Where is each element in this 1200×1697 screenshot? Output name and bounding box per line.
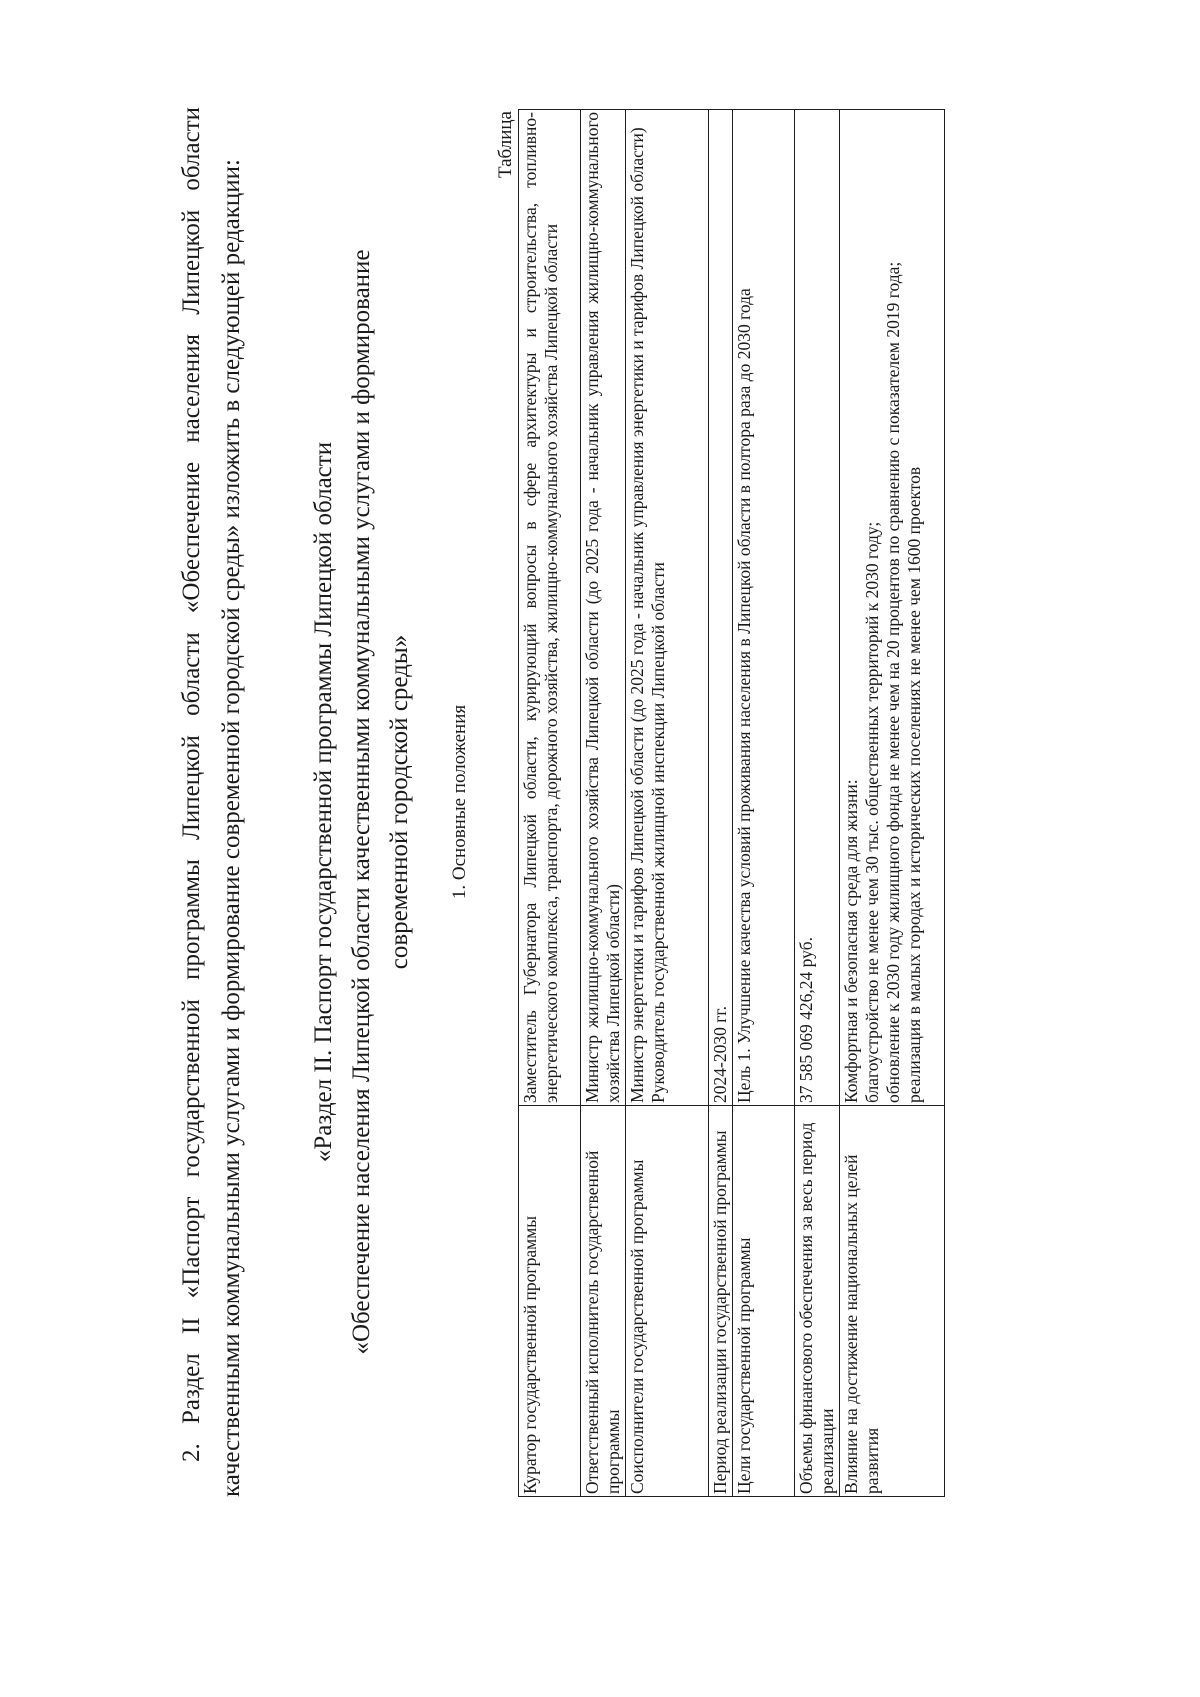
row-value-line: Министр энергетики и тарифов Липецкой области (до 2025 года - начальник управления энергетики и тарифов Липецкой области) xyxy=(627,127,647,1103)
row-value-line: Министр жилищно-коммунального хозяйства Липецкой области (до 2025 года - начальник управления жилищно-коммунального хозяйства Липецкой области) xyxy=(582,112,623,1103)
row-value xyxy=(840,110,945,1106)
row-label: Период реализации государственной программы xyxy=(709,1106,733,1497)
table-row xyxy=(733,110,795,1497)
row-label: Влияние на достижение национальных целей развития xyxy=(840,1106,945,1497)
row-value-line: обновление к 2030 году жилищного фонда не менее чем на 20 процентов по сравнению с показателем 2019 года; xyxy=(883,261,903,1103)
row-label: Куратор государственной программы xyxy=(519,1106,581,1497)
row-value-line: Руководитель государственной жилищной инспекции Липецкой области xyxy=(648,562,668,1103)
row-value-line: 2024-2030 гг. xyxy=(710,1006,730,1103)
row-value xyxy=(626,110,709,1106)
section-title: 1. Основные положения xyxy=(449,704,470,900)
intro-paragraph: 2. Раздел II «Паспорт государственной программы Липецкой области «Обеспечение населения Липецкой области качественными коммунальными услугами и формирование современной городской среды» изложить в следующей редакции: xyxy=(178,107,245,1497)
table-row xyxy=(795,110,840,1497)
row-value-line: благоустройство не менее чем 30 тыс. общественных территорий к 2030 году; xyxy=(862,521,882,1103)
row-label: Объемы финансового обеспечения за весь период реализации xyxy=(795,1106,840,1497)
row-value-line: Заместитель Губернатора Липецкой области, курирующий вопросы в сфере архитектуры и строительства, топливно-энергетического комплекса, транспорта, дорожного хозяйства, жилищно-коммунального хозяйства Липецкой области xyxy=(520,112,561,1103)
row-value xyxy=(733,110,795,1106)
row-value xyxy=(709,110,733,1106)
table-row xyxy=(840,110,945,1497)
row-value xyxy=(519,110,581,1106)
row-value-line: реализация в малых городах и исторических поселениях не менее чем 1600 проектов xyxy=(904,466,924,1103)
table-row xyxy=(626,110,709,1497)
passport-table xyxy=(518,109,945,1497)
passport-title-line-3: современной городской среды» xyxy=(386,634,413,970)
table-row xyxy=(581,110,626,1497)
row-label: Ответственный исполнитель государственной программы xyxy=(581,1106,626,1497)
row-value xyxy=(581,110,626,1106)
passport-title-line-2: «Обеспечение населения Липецкой области качественными коммунальными услугами и формирование xyxy=(348,249,375,1355)
table-row xyxy=(519,110,581,1497)
table-caption: Таблица xyxy=(495,111,516,179)
row-value-line: Цель 1. Улучшение качества условий проживания населения в Липецкой области в полтора раза до 2030 года xyxy=(734,288,754,1103)
row-label: Цели государственной программы xyxy=(733,1106,795,1497)
row-value-line: Комфортная и безопасная среда для жизни: xyxy=(841,779,861,1103)
table-row xyxy=(709,110,733,1497)
row-label: Соисполнители государственной программы xyxy=(626,1106,709,1497)
row-value xyxy=(795,110,840,1106)
passport-title-line-1: «Раздел II. Паспорт государственной программы Липецкой области xyxy=(310,441,337,1163)
row-value-line: 37 585 069 426,24 руб. xyxy=(796,937,816,1103)
